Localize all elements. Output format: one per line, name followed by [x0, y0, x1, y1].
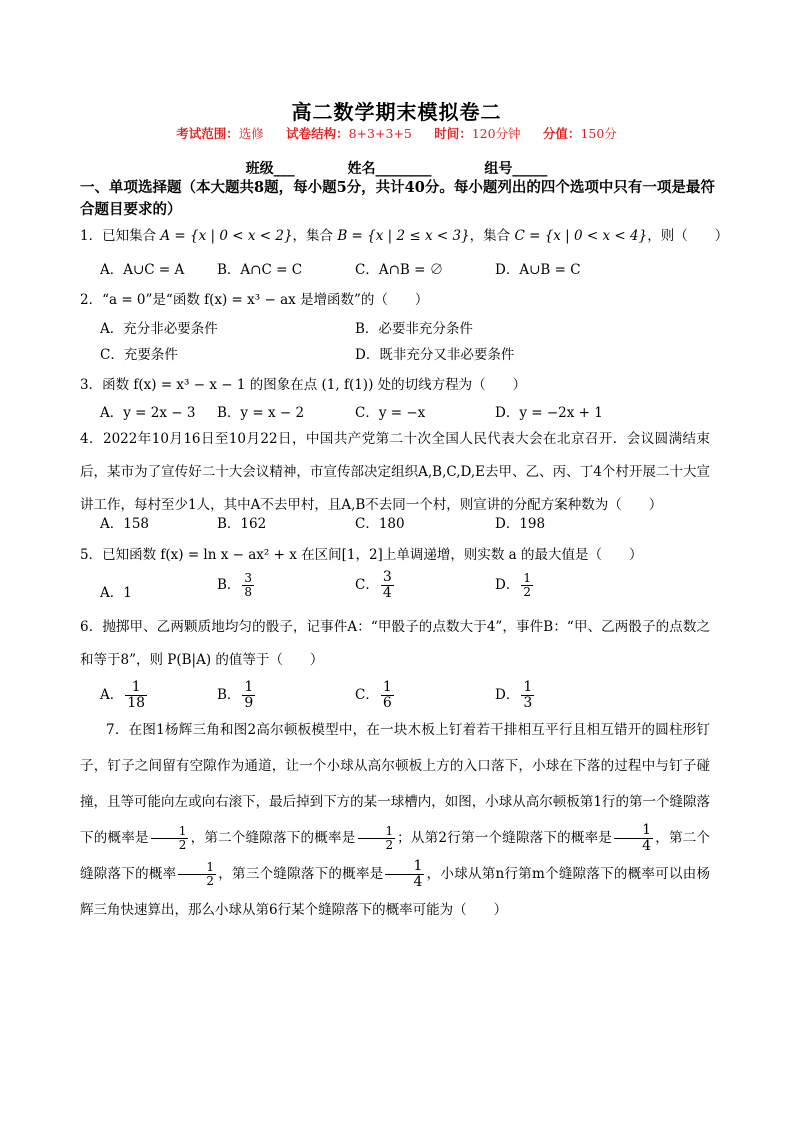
section-heading: 一、单项选择题（本大题共8题，每小题5分，共计40分。每小题列出的四个选项中只有一项是最符合题目要求的）: [80, 179, 715, 218]
q6-option-c: C． $\frac{1}{6}$: [355, 679, 392, 711]
page-title: 高二数学期末模拟卷二: [291, 100, 502, 124]
q5-option-a: A．1: [100, 585, 132, 601]
question-6: 6．抛掷甲、乙两颗质地均匀的骰子，记事件A：“甲骰子的点数大于4”，事件B：“甲、乙两骰子的点数之和等于8”，则 P(B|A) 的值等于（ ）: [80, 619, 710, 668]
q6-option-b: B． $\frac{1}{9}$: [217, 679, 254, 711]
fraction: $\frac{3}{4}$: [382, 569, 392, 601]
q2-option-a: A．充分非必要条件: [100, 321, 218, 337]
question-4: 4．2022年10月16日至10月22日，中国共产党第二十次全国人民代表大会在北京召开．会议圆满结束后，某市为了宣传好二十大会议精神，市宣传部决定组织A,B,C,D,E去甲、乙、丙、丁4个村开展二十大宣讲工作，每村至少1人，其中A不去甲村，且A,B不去同一个村，则宣讲的分配方案种数为（ ）: [80, 431, 710, 513]
q1-option-a: A．A∪C = A: [100, 262, 185, 278]
q6-option-a: A． $\frac{1}{18}$: [100, 679, 146, 711]
q5-option-c: C． $\frac{3}{4}$: [355, 569, 392, 601]
question-1: 1．已知集合 A = {x | 0 < x < 2}，集合 B = {x | 2 ≤ x < 3}，集合 C = {x | 0 < x < 4}，则（ ）: [80, 228, 729, 244]
time-info: 时间：120分钟: [434, 126, 521, 141]
q4-option-a: A．158: [100, 516, 150, 532]
q4-option-b: B．162: [217, 516, 267, 532]
exam-meta: [0, 124, 793, 142]
range-info: 考试范围：选修: [176, 126, 264, 141]
structure-info: 试卷结构：8+3+3+5: [286, 126, 412, 141]
q6-option-d: D． $\frac{1}{3}$: [495, 679, 533, 711]
fraction: $\frac{1}{2}$: [523, 571, 531, 599]
question-7: 7．在图1杨辉三角和图2高尔顿板模型中，在一块木板上钉着若干排相互平行且相互错开的圆柱形钉子，钉子之间留有空隙作为通道，让一个小球从高尔顿板上方的入口落下，小球在下落的过程中与钉子碰撞，且等可能向左或向右滚下，最后掉到下方的某一球槽内，如图，小球从高尔顿板第1行的第一个缝隙落下的概率是 $\frac{1}{2}$ ，第二个缝隙落下的概率是 $\frac{1}{2}$ ；从第2行第一个缝隙落下的概率是 $\frac{1}{4}$ ，第二个缝隙落下的概率 $\frac{1}{2}$ ，第三个缝隙落下的概率是 $\frac{1}{4}$ ，小球从第n行第m个缝隙落下的概率可以由杨辉三角快速算出，那么小球从第6行某个缝隙落下的概率可能为（ ）: [80, 722, 711, 918]
question-5: 5．已知函数 f(x) = ln x − ax² + x 在区间[1，2]上单调递增，则实数 a 的最大值是（ ）: [80, 547, 643, 563]
question-2: 2．“a = 0”是“函数 f(x) = x³ − ax 是增函数”的（ ）: [80, 292, 429, 308]
q2-option-c: C．充要条件: [100, 347, 178, 363]
score-info: 分值：150分: [542, 126, 617, 141]
fraction: $\frac{3}{8}$: [244, 571, 253, 599]
q5-option-b: B． $\frac{3}{8}$: [217, 571, 253, 599]
group-field: 组号_____: [484, 161, 548, 177]
question-3: 3．函数 f(x) = x³ − x − 1 的图象在点 (1, f(1)) 处的切线方程为（ ）: [80, 377, 527, 393]
q4-option-d: D．198: [495, 516, 546, 532]
q1-option-d: D．A∪B = C: [495, 262, 581, 278]
q3-option-c: C．y = −x: [355, 405, 426, 421]
q2-option-b: B．必要非充分条件: [355, 321, 473, 337]
q5-option-d: D． $\frac{1}{2}$: [495, 571, 531, 599]
q1-option-b: B．A∩C = C: [217, 262, 303, 278]
student-info: [0, 158, 793, 178]
q3-option-a: A．y = 2x − 3: [100, 405, 196, 421]
q2-option-d: D．既非充分又非必要条件: [355, 347, 515, 363]
class-field: 班级___: [245, 161, 295, 177]
q3-option-d: D．y = −2x + 1: [495, 405, 603, 421]
q1-option-c: C．A∩B = ∅: [355, 262, 444, 278]
name-field: 姓名________: [347, 161, 432, 177]
q3-option-b: B．y = x − 2: [217, 405, 305, 421]
q4-option-c: C．180: [355, 516, 405, 532]
